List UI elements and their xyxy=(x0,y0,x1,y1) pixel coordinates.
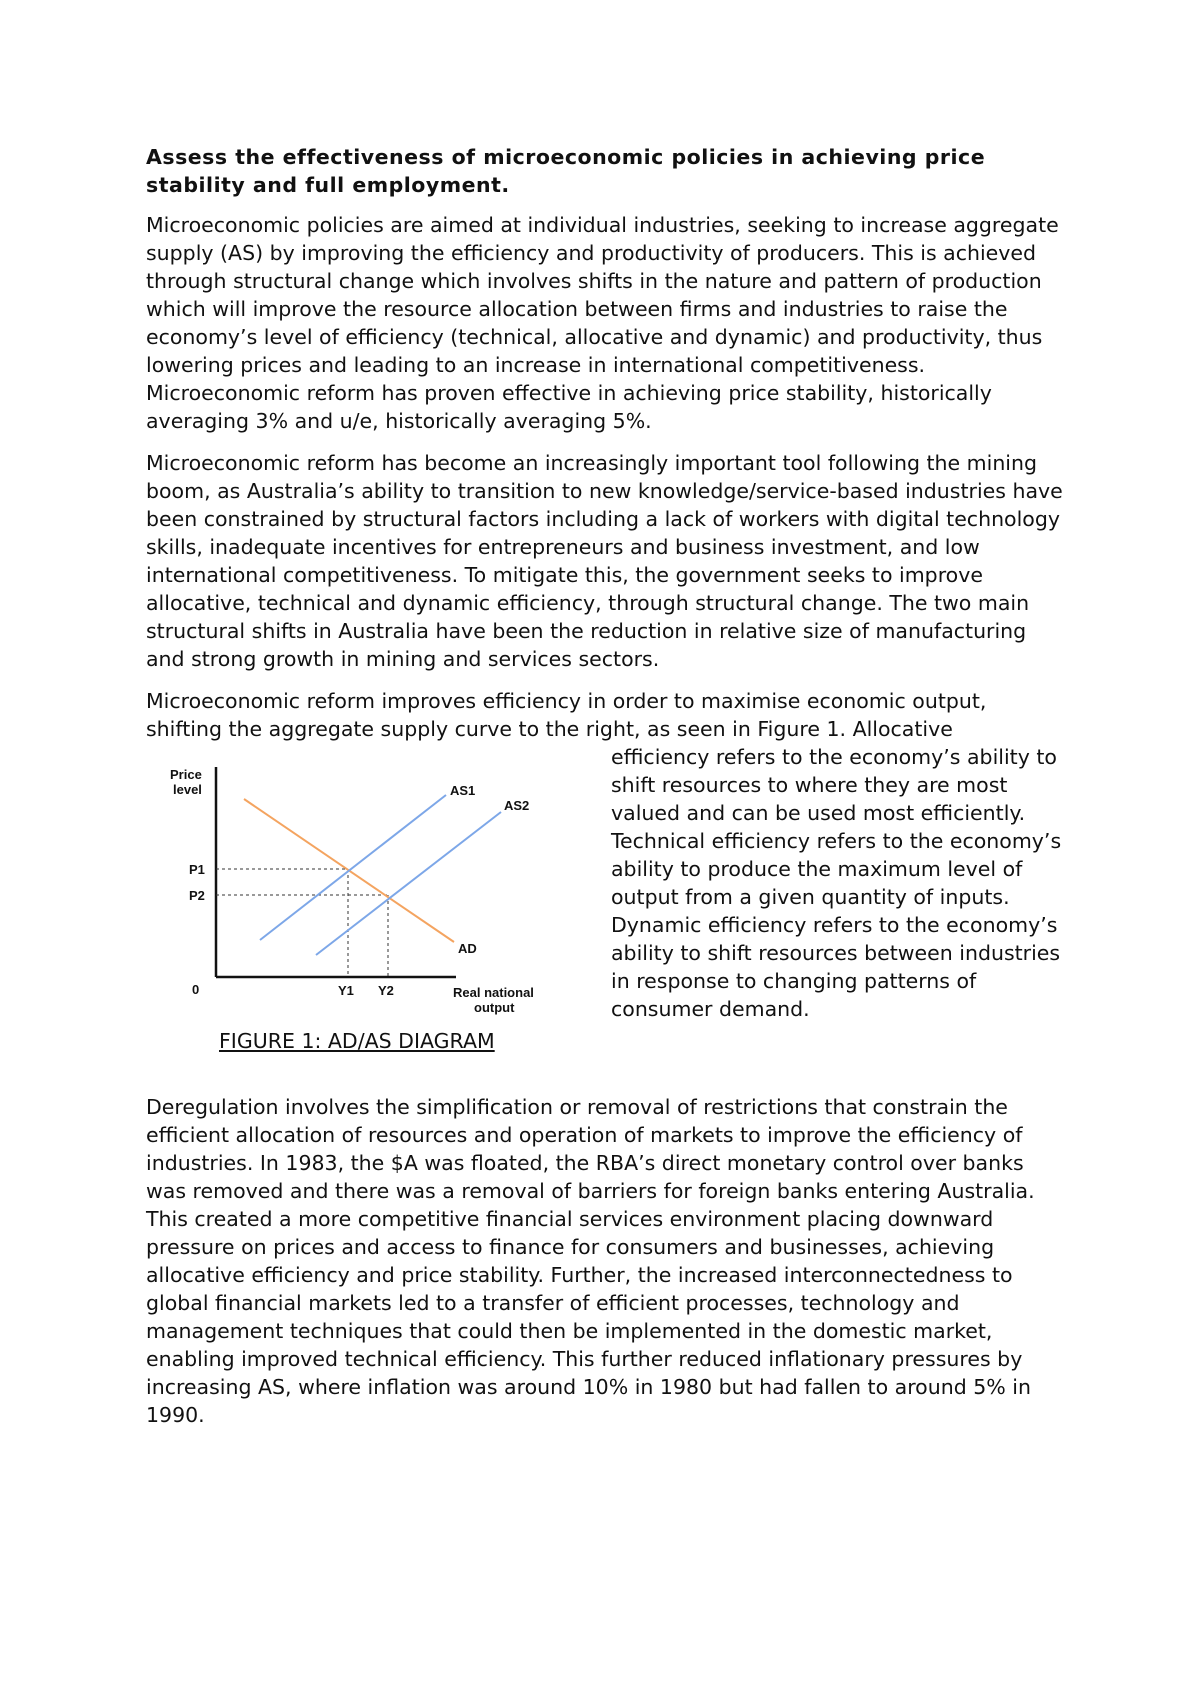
paragraph-3-lead: Microeconomic reform improves efficiency in order to maximise economic output, shifting the aggregate supply curve to the right, as seen in Figure 1. Allocative xyxy=(146,689,987,741)
essay-title: Assess the effectiveness of microeconomic policies in achieving price stability and full employment. xyxy=(146,145,986,197)
y1-label: Y1 xyxy=(338,983,354,998)
paragraph-2: Microeconomic reform has become an increasingly important tool following the mining boom, as Australia’s ability to transition to new knowledge/service-based industries have been constrained by structural factors including a lack of workers with digital technology skills, inadequate incentives for entrepreneurs and business investment, and low international competitiveness. To mitigate this, the government seeks to improve allocative, technical and dynamic efficiency, through structural change. The two main structural shifts in Australia have been the reduction in relative size of manufacturing and strong growth in mining and services sectors. xyxy=(146,451,1063,671)
y-axis-label-2: level xyxy=(173,782,202,797)
x-axis-label-2: output xyxy=(474,1000,515,1015)
paragraph-3-side: efficiency refers to the economy’s ability to shift resources to where they are most valued and can be used most efficiently. Technical efficiency refers to the economy’s ability to produce the maximum level of output from a given quantity of inputs. Dynamic efficiency refers to the economy’s ability to shift resources between industries in response to changing patterns of consumer demand. xyxy=(611,745,1062,1021)
origin-label: 0 xyxy=(192,982,200,997)
y-axis-label-1: Price xyxy=(170,767,202,782)
y2-label: Y2 xyxy=(378,983,394,998)
figure-caption: FIGURE 1: AD/AS DIAGRAM xyxy=(219,1029,495,1053)
as2-curve xyxy=(316,812,501,955)
paragraph-1: Microeconomic policies are aimed at individual industries, seeking to increase aggregate supply (AS) by improving the efficiency and productivity of producers. This is achieved through structural change which involves shifts in the nature and pattern of production which will improve the resource allocation between firms and industries to raise the economy’s level of efficiency (technical, allocative and dynamic) and productivity, thus lowering prices and leading to an increase in international competitiveness. Microeconomic reform has proven effective in achieving price stability, historically averaging 3% and u/e, historically averaging 5%. xyxy=(146,213,1059,433)
ad-as-diagram xyxy=(156,757,556,1027)
as2-label: AS2 xyxy=(504,798,530,813)
document-body xyxy=(146,143,1066,1443)
as1-label: AS1 xyxy=(450,783,476,798)
ad-label: AD xyxy=(458,941,477,956)
figure-section xyxy=(146,687,1066,1079)
p2-label: P2 xyxy=(189,888,205,903)
paragraph-4: Deregulation involves the simplification or removal of restrictions that constrain the efficient allocation of resources and operation of markets to improve the efficiency of industries. In 1983, the $A was floated, the RBA’s direct monetary control over banks was removed and there was a removal of barriers for foreign banks entering Australia. This created a more competitive financial services environment placing downward pressure on prices and access to finance for consumers and businesses, achieving allocative efficiency and price stability. Further, the increased interconnectedness to global financial markets led to a transfer of efficient processes, technology and management techniques that could then be implemented in the domestic market, enabling improved technical efficiency. This further reduced inflationary pressures by increasing AS, where inflation was around 10% in 1980 but had fallen to around 5% in 1990. xyxy=(146,1095,1035,1427)
x-axis-label-1: Real national xyxy=(453,985,534,1000)
p1-label: P1 xyxy=(189,862,205,877)
